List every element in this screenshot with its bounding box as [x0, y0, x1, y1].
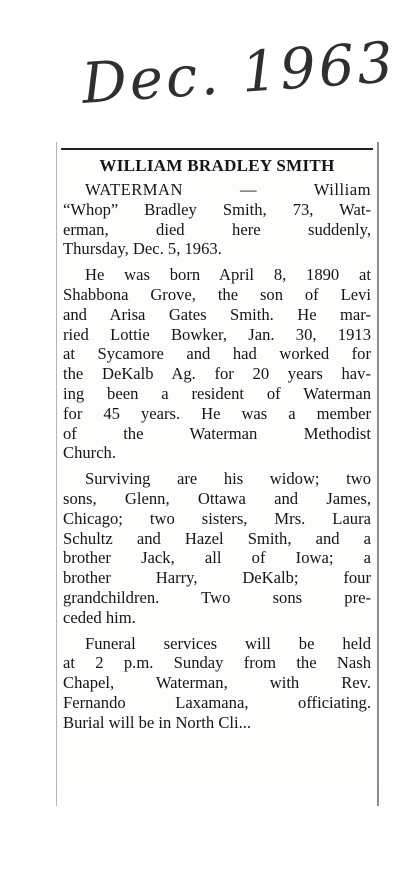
text-line: and Arisa Gates Smith. He mar- — [63, 304, 371, 324]
obituary-headline: WILLIAM BRADLEY SMITH — [99, 156, 335, 175]
text-line: Chapel, Waterman, with Rev. — [63, 673, 371, 693]
text-line: He was born April 8, 1890 at — [85, 265, 371, 285]
paragraph-funeral — [63, 634, 371, 733]
text-line: grandchildren. Two sons pre- — [63, 587, 371, 607]
text-line: Thursday, Dec. 5, 1963. — [63, 239, 222, 259]
text-line: Fernando Laxamana, officiating. — [63, 692, 371, 712]
paragraph-survivors — [63, 469, 371, 627]
text-line: Church. — [63, 443, 116, 463]
text-line: ried Lottie Bowker, Jan. 30, 1913 — [63, 324, 371, 344]
text-line: at 2 p.m. Sunday from the Nash — [63, 653, 371, 673]
text-line: of the Waterman Methodist — [63, 423, 371, 443]
text-line: Shabbona Grove, the son of Levi — [63, 284, 371, 304]
paragraph-biography — [63, 265, 371, 463]
text-line: erman, died here suddenly, — [63, 219, 371, 239]
text-line: Burial will be in North Cli... — [63, 712, 252, 732]
text-line: Chicago; two sisters, Mrs. Laura — [63, 508, 371, 528]
text-line: at Sycamore and had worked for — [63, 344, 371, 364]
text-line: sons, Glenn, Ottawa and James, — [63, 488, 371, 508]
text-line: Schultz and Hazel Smith, and a — [63, 528, 371, 548]
text-line: ing been a resident of Waterman — [63, 383, 371, 403]
text-line: the DeKalb Ag. for 20 years hav- — [63, 364, 371, 384]
text-line: brother Harry, DeKalb; four — [63, 568, 371, 588]
top-rule-divider — [61, 148, 373, 150]
handwritten-date-note: Dec. 1963 — [79, 30, 398, 117]
text-line: Surviving are his widow; two — [85, 469, 371, 489]
obituary-body — [63, 180, 371, 733]
text-line: ceded him. — [63, 607, 136, 627]
newspaper-clipping — [56, 142, 379, 806]
paragraph-dateline — [63, 180, 371, 259]
text-line: WATERMAN — William — [85, 180, 371, 199]
text-line: for 45 years. He was a member — [63, 403, 371, 423]
text-line: Funeral services will be held — [85, 633, 371, 653]
text-line: “Whop” Bradley Smith, 73, Wat- — [63, 199, 371, 219]
text-line: brother Jack, all of Iowa; a — [63, 548, 371, 568]
